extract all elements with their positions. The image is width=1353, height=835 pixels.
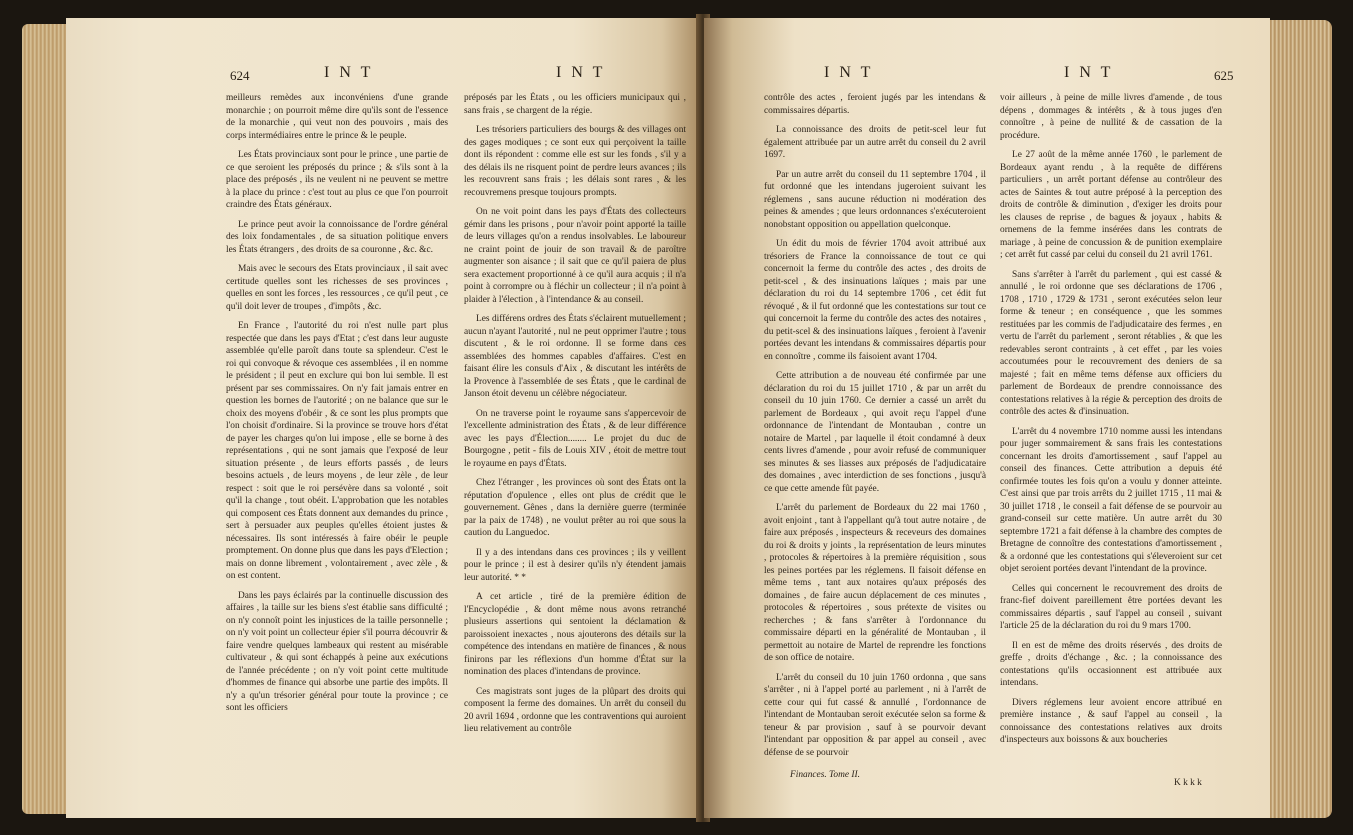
paragraph: En France , l'autorité du roi n'est nulle part plus respectée que dans les pays d'Etat ; c'est dans leur auguste assemblée qu'elle paroît dans toute sa splendeur. C'est le roi qui convoque & révoque ces assemblées , il en nomme le président ; il peut en exclure qui bon lui semble. Il est présent par ses commissaires. On n'y fait jamais entrer en question les bornes de l'autorité ; on ne balance que sur le choix des moyens d'obéir , & ce sont les plus prompts que l'on choisit d'ordinaire. Si la province se trouve hors d'état de payer les charges qu'on lui impose , elle se borne à des représentations , qui ne sont jamais que l'exposé de leur situation présente , de leurs efforts passés , de leurs besoins actuels , de leurs moyens , de leur zèle , de leur respect : soit que le roi persévère dans sa volonté , soit qu'il la change , tout obéit. L'approbation que les notables qui composent ces États donnent aux demandes du prince , sert à persuader aux peuples qu'elles étoient justes & nécessaires. Ils sont intéressés à faire obéir le peuple promptement. On donne plus que dans les pays d'Election ; mais on donne librement , volontairement , avec zèle , & on est content.: [226, 321, 448, 581]
running-head-left-col2: I N T: [556, 64, 606, 81]
running-head-right-col2: I N T: [1064, 64, 1114, 81]
paragraph: Les États provinciaux sont pour le prince , une partie de ce que seroient les préposés du prince ; & s'ils sont à la place des préposés , ils ne veulent ni ne peuvent se mettre à la place du prince : c'est tout au plus ce que l'on pourroit craindre des États généraux.: [226, 150, 448, 210]
paragraph: Ces magistrats sont juges de la plûpart des droits qui composent la ferme des domaines. Un arrêt du conseil du 20 avril 1694 , ordonne que les contraventions qui auroient lieu relativement au contrôle: [464, 686, 686, 734]
right-page: [704, 18, 1270, 818]
page-edges-right: [1268, 20, 1332, 818]
paragraph: contrôle des actes , feroient jugés par les intendans & commissaires départis.: [764, 93, 986, 116]
paragraph: On ne voit point dans les pays d'États des collecteurs gémir dans les prisons , pour n'avoir point apporté la taille de leurs villages qu'on a rendus insolvables. Le laboureur ne craint point de jouir de son travail & de paroître augmenter son aisance ; il sait que ce qu'il paiera de plus sera exactement proportionné à ce qu'il aura acquis ; il n'a point à corrompre ou à fléchir un collecteur ; il n'a point à plaider à l'élection , à l'intendance & au conseil.: [464, 207, 686, 305]
volume-footer: Finances. Tome II.: [790, 770, 860, 780]
right-page-column-1: [764, 92, 986, 762]
paragraph: Il en est de même des droits réservés , des droits de greffe , droits d'échange , &c. ; la connoissance des contestations qu'ils occasionnent est attribuée aux intendans.: [1000, 640, 1222, 688]
paragraph: meilleurs remèdes aux inconvéniens d'une grande monarchie ; on pourroit même dire qu'ils sont de l'essence de la monarchie , qui veut non des pouvoirs , mais des corps intermédiaires entre le prince & le peuple.: [226, 93, 448, 141]
paragraph: Par un autre arrêt du conseil du 11 septembre 1704 , il fut ordonné que les intendans jugeroient suivant les réglemens , sans aucune réduction ni modération des peines & amendes ; que leurs ordonnances s'exécuteroient nonobstant opposition ou appellation quelconque.: [764, 169, 986, 230]
paragraph: Chez l'étranger , les provinces où sont des États ont la réputation d'opulence , elles ont plus de crédit que le gouvernement. Gênes , dans la dernière guerre (terminée par la paix de 1748) , ne voulut prêter au roi que sous la caution du Languedoc.: [464, 478, 686, 538]
left-page-column-2: [464, 92, 686, 792]
left-page: [66, 18, 700, 818]
page-edges-left: [22, 24, 68, 814]
paragraph: Cette attribution a de nouveau été confirmée par une déclaration du roi du 15 juillet 1710 , & par un arrêt du conseil du 10 juin 1760. Ce dernier a cassé un arrêt du parlement de Bordeaux , qui avoit reçu l'appel d'une ordonnance de l'intendant de Montauban , contre un notaire de Martel , par laquelle il étoit condamné à deux cents livres d'amende , pour avoir refusé de communiquer ses minutes & ses liasses aux préposés de l'adjudicataire des domaines , avec interdiction de ses fonctions , jusqu'à ce que cette amende fût payée.: [764, 371, 986, 494]
page-number-right: 625: [1214, 68, 1234, 83]
paragraph: Le 27 août de la même année 1760 , le parlement de Bordeaux ayant rendu , à la requête de différens particuliers , un arrêt portant défense au contrôleur des actes de Saintes & tout autre préposé à la perception des droits de contrôle & diminution , d'exiger les droits pour les clauses de reprise , de bagues & joyaux , habits & ornemens de la femme insérées dans les contrats de mariage , à peine de concussion & de punition exemplaire ; cet arrêt fut cassé par celui du conseil du 21 avril 1761.: [1000, 150, 1222, 260]
paragraph: préposés par les États , ou les officiers municipaux qui , sans frais , se chargent de la régie.: [464, 93, 686, 116]
paragraph: Les différens ordres des États s'éclairent mutuellement ; aucun n'ayant l'autorité , nul ne peut opprimer l'autre ; tous discutent , & le roi ordonne. Il se forme dans ces assemblées des hommes capables d'affaires. C'est en faisant élire les consuls d'Aix , & discutant les intérêts de la Provence à l'assemblée de ses États , que le cardinal de Janson étoit devenu un célèbre négociateur.: [464, 314, 686, 399]
paragraph: A cet article , tiré de la première édition de l'Encyclopédie , & dont même nous avons retranché plusieurs assertions qui sentoient la déclamation & paroissoient inexactes , nous ajouterons des détails sur la compétence des intendans en matière de finances , & nous finirons par les réflexions d'un homme d'État sur la nomination des places d'intendans de province.: [464, 592, 686, 677]
paragraph: Divers réglemens leur avoient encore attribué en première instance , & sauf l'appel au conseil , la connoissance des contestations relatives aux droits d'inspecteurs aux boissons & aux boucheries: [1000, 697, 1222, 745]
paragraph: Mais avec le secours des Etats provinciaux , il sait avec certitude quelles sont les richesses de ses provinces , quelles en sont les forces , les ressources , ce qu'il peut , ce qu'il doit lever de troupes , d'impôts , &c.: [226, 264, 448, 312]
page-number-left: 624: [230, 68, 250, 83]
right-page-column-2: [1000, 92, 1222, 772]
paragraph: Les trésoriers particuliers des bourgs & des villages ont des gages modiques ; ce sont eux qui perçoivent la taille dont ils répondent : comme elle est sur les fonds , s'il y a des délais ils ne risquent point de perdre leurs avances ; ils les recouvrent sans frais ; les délais sont rares , & les recouvremens presque toujours prompts.: [464, 125, 686, 198]
paragraph: voir ailleurs , à peine de mille livres d'amende , de tous dépens , dommages & intérêts , & à tous juges d'en connoître , à peine de nullité & de cassation de la procédure.: [1000, 93, 1222, 141]
paragraph: L'arrêt du conseil du 10 juin 1760 ordonna , que sans s'arrêter , ni à l'appel porté au parlement , ni à l'arrêt de cette cour qui fut cassé & annullé , l'ordonnance de l'intendant de Montauban seroit exécutée selon sa forme & teneur & par provision , sauf à se pourvoir devant l'intendant par opposition & par appel au conseil , avec défense de se pourvoir: [764, 672, 986, 758]
paragraph: L'arrêt du parlement de Bordeaux du 22 mai 1760 , avoit enjoint , tant à l'appellant qu'à tout autre notaire , de faire aux préposés , inspecteurs & receveurs des domaines du roi & droits y joints , la représentation de leurs minutes , protocoles & répertoires à la première réquisition , sous les peines portées par les réglemens. Il faisoit défense en même tems , tant aux notaires qu'aux préposés des domaines , de faire aucun déplacement de ces minutes , protocoles & répertoires , sous prétexte de visites ou recherches ; & fans s'arrêter à l'ordonnance du commissaire départi en la généralité de Montauban , il permettoit au notaire de Martel de reprendre les fonctions de son office de notaire.: [764, 503, 986, 663]
paragraph: Celles qui concernent le recouvrement des droits de franc-fief doivent pareillement être portées devant les commissaires départis , sauf l'appel au conseil , suivant l'article 25 de la déclaration du roi du 9 mars 1700.: [1000, 583, 1222, 631]
signature-mark: K k k k: [1174, 778, 1202, 788]
running-head-left-col1: I N T: [324, 64, 374, 81]
paragraph: La connoissance des droits de petit-scel leur fut également attribuée par un autre arrêt du conseil du 2 avril 1697.: [764, 125, 986, 160]
paragraph: Dans les pays éclairés par la continuelle discussion des affaires , la taille sur les biens s'est établie sans difficulté ; on n'y connoît point les injustices de la taille personnelle ; on n'y voit point un collecteur épier s'il pourra découvrir & faire vendre quelques lambeaux qui restent au misérable cultivateur , & qui sont échappés à peine aux exécutions de l'année précédente ; on n'y voit point cette multitude d'hommes de finance qui absorbe une partie des impôts. Il n'y a qu'un trésorier général pour toute la province ; ce sont les officiers: [226, 590, 448, 713]
running-head-right-col1: I N T: [824, 64, 874, 81]
paragraph: Sans s'arrêter à l'arrêt du parlement , qui est cassé & annullé , le roi ordonne que ses déclarations de 1706 , 1708 , 1710 , 1729 & 1731 , seront exécutées selon leur forme & teneur ; en conséquence , que les sommes restituées par les commis de l'adjudicataire des fermes , en vertu de l'arrêt du parlement , seront rétablies , & que les redevables seront contraints , à cet effet , par les voies accoutumées pour le recouvrement des deniers de sa majesté ; fait en même tems défense aux officiers du parlement de Bordeaux de prendre connoissance des contestations relatives à la régie & perception des droits de contrôle des actes & d'insinuation.: [1000, 269, 1222, 417]
paragraph: On ne traverse point le royaume sans s'appercevoir de l'excellente administration des États , & de leur différence avec les pays d'Élection........ Le projet du duc de Bourgogne , petit - fils de Louis XIV , étoit de mettre tout le royaume en pays d'États.: [464, 408, 686, 469]
left-page-column-1: [226, 92, 448, 792]
paragraph: Il y a des intendans dans ces provinces ; ils y veillent pour le prince ; il est à desirer qu'ils n'y étendent jamais leur autorité. * *: [464, 547, 686, 583]
paragraph: Le prince peut avoir la connoissance de l'ordre général des loix fondamentales , de sa situation politique envers les États étrangers , des droits de sa couronne , &c. &c.: [226, 219, 448, 255]
paragraph: L'arrêt du 4 novembre 1710 nomme aussi les intendans pour juger sommairement & sans frais les contestations concernant les droits d'amortissement , sauf l'appel au conseil des finances. Cette attribution a depuis été confirmée toutes les fois qu'on a voulu y donner atteinte. C'est ainsi que par trois arrêts du 2 juillet 1715 , 11 mai & 30 juillet 1718 , le conseil a fait défense de se pourvoir au grand-conseil sur cette matière. Un autre arrêt du 30 septembre 1721 a fait défense à la chambre des comptes de Bretagne de connoître des contestations d'amortissement , & a ordonné que les contestations qui s'éleveroient sur cet objet seroient portées devant l'intendant de la province.: [1000, 426, 1222, 574]
paragraph: Un édit du mois de février 1704 avoit attribué aux trésoriers de France la connoissance de tout ce qui concernoit la ferme du contrôle des actes , des droits de petit-scel , & des insinuations laïques ; mais par une déclaration du roi du 14 septembre 1706 , cet édit fut révoqué , & il fut ordonné que les contestations sur tout ce qui concernoit la ferme du contrôle des actes des notaires , du petit-scel & des insinuations laïques , feroient à l'avenir portées devant les intendans & commissaires départis pour en connoître , comme ils faisoient avant 1704.: [764, 239, 986, 362]
